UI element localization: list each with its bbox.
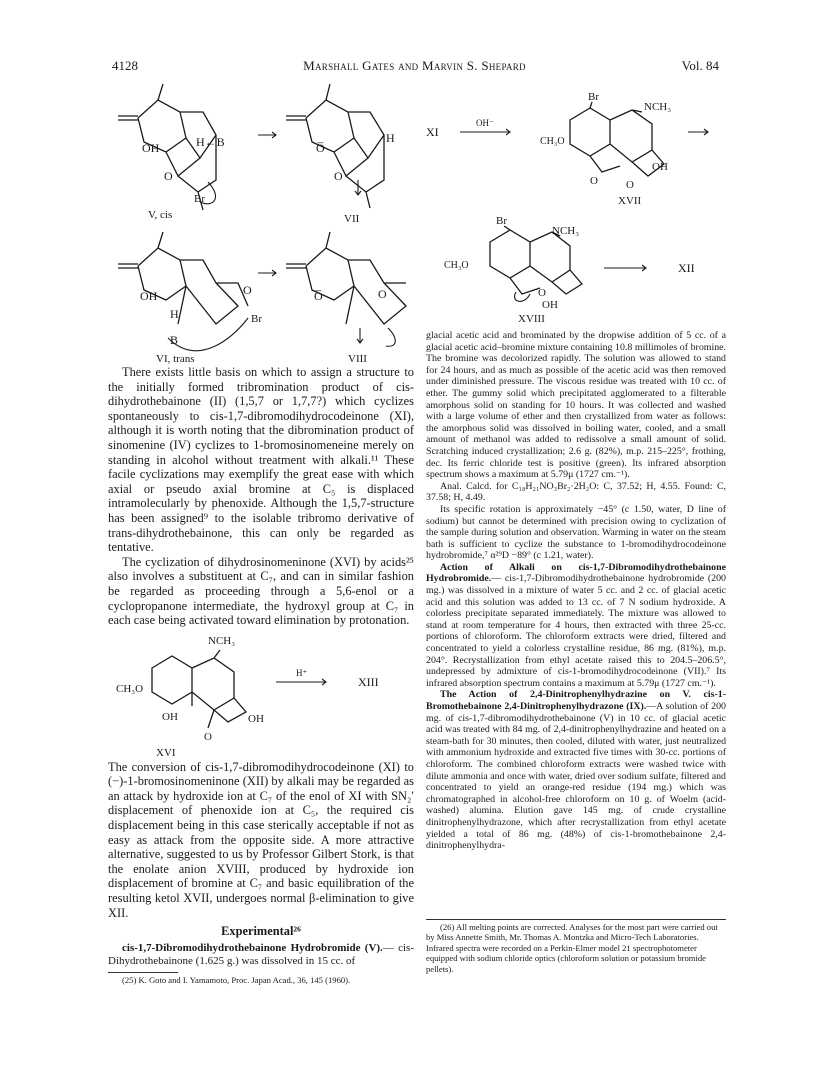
b-label: B [170, 333, 179, 347]
nch3-label: NCH₃ [208, 634, 236, 647]
down-arrow [357, 328, 363, 343]
ch3o-label: CH₃O [540, 136, 565, 147]
reaction-arrow [276, 679, 326, 685]
section-text: — cis-1,7-Dibromodihydrothebainone hydrobromide (200 mg.) was dissolved in a mixture of water 5 cc. and 2 cc. of glacial acetic acid and this solution was added to 13 cc. of 7 N sodium hydroxide. A colorless precipitate separated immediately. The mixture was allowed to stand at room temperature for 4 hours, then extracted with three 25-cc. portions of chloroform. The chloroform extracts were dried, filtered and concentrated to yield a colorless crystalline residue, 86 mg. (81%), m.p. 204°. Recrystallization from ethyl acetate raised this to 204.5–206.5°, undepressed by admixture of cis-1-bromodihydrocodeinone (VII).⁷ Its infrared absorption spectrum contains a maximum at 5.79μ (1727 cm.⁻¹). [426, 573, 726, 689]
structure-vi [118, 232, 262, 365]
oh-label: OH [140, 289, 158, 303]
ch3o-label: CH₃O [444, 260, 469, 271]
br-label: Br [251, 313, 262, 325]
paragraph [426, 689, 726, 851]
label-xii: XII [678, 261, 695, 275]
label-xvii: XVII [618, 195, 642, 207]
paragraph: There exists little basis on which to assign a structure to the initially formed tribromination product of cis-dihydrothebainone (II) (1,5,7 or 1,7,7?) which cyclizes spontaneously to cis-1,7-dibromodihydrocodeinone (XI), although it is worth noting that the dibromination product of sinomenine (IV) cyclizes to 1-bromosinomeneine merely on standing in alcohol without treatment with alkali.¹¹ These facile cyclizations may exemplify the great ease with which axial or pseudo axial bromine at C₅ is displaced intramolecularly by phenoxide. Although the 1,5,7-structure has been assigned⁹ to the isolable tribromo derivative of trans-dihydrothebainone, this can only be regarded as tentative. [108, 365, 414, 555]
analysis: Anal. Calcd. for C₁₈H₂₁NO₃Br₂·2H₂O: C, 37.52; H, 4.55. Found: C, 37.58; H, 4.49. [426, 480, 726, 504]
page-number: 4128 [112, 58, 138, 73]
footnote-26: (26) All melting points are corrected. Analyses for the most part were carried out by Miss Annette Smith, Mr. Thomas A. Montzka and Micro-Tech Laboratories. Infrared spectra were recorded on a Perkin-Elmer model 21 spectrophotometer equipped with sodium chloride optics (chloroform solution or potassium bromide pellets). [426, 922, 718, 974]
footnote-25: (25) K. Goto and I. Yamamoto, Proc. Japan Acad., 36, 145 (1960). [122, 974, 351, 985]
br-label: Br [194, 193, 205, 205]
h-label: H [386, 131, 395, 145]
label-xvi: XVI [156, 746, 176, 759]
label-vii: VII [344, 213, 360, 225]
paragraph [108, 942, 414, 968]
right-column [426, 330, 726, 852]
label-xiii: XIII [358, 674, 379, 689]
label-xi: XI [426, 125, 439, 139]
reaction-arrow [460, 129, 510, 135]
scheme-vi-to-viii [108, 228, 418, 368]
section-text: —A solution of 200 mg. of cis-1,7-dibromodihydrothebainone (V) in 10 cc. of glacial acetic acid was treated with 84 mg. of 2,4-dinitrophenylhydrazine and heated on a steam-bath for 30 minutes, then cooled, diluted with water, just neutralized with ammonium hydroxide and extracted five times with 30-cc. portions of chloroform. The combined chloroform extracts were washed twice with dilute ammonia and once with water, dried over sodium sulfate, filtered and concentrated to yield an orange-red residue (194 mg.) which was chromatographed in alcohol-free chloroform on 10 g. of Woelm (acid-washed) alumina. Elution gave 145 mg. of crude crystalline dinitrophenylhydrazone, which after recrystallization from ethyl acetate yielded a total of 86 mg. (48%) of cis-1-bromothebainone 2,4-dinitrophenylhydra- [426, 701, 726, 852]
reaction-arrow [604, 265, 646, 271]
oh-label: OH [542, 299, 558, 311]
oh-label: OH [248, 712, 264, 725]
br-label: Br [588, 91, 599, 103]
volume-number: Vol. 84 [681, 58, 719, 73]
running-title: Marshall Gates and Marvin S. Shepard [303, 58, 526, 73]
paragraph: Its specific rotation is approximately −45° (c 1.50, water, D line of sodium) but cannot be determined with precision owing to cyclization of the sample during solution and observation. Warming in water on the steam bath is sufficient to cyclize the substance to 1-bromodihydrocodeinone hydrobromide,⁷ α²⁹D −89° (c 1.21, water). [426, 503, 726, 562]
label-xviii: XVIII [518, 313, 545, 325]
section-title: cis-1,7-Dibromodihydrothebainone Hydrobromide (V). [122, 941, 383, 954]
oh-label: OH [652, 161, 668, 173]
label-v: V, cis [148, 209, 173, 221]
nch3-label: NCH₃ [552, 225, 580, 237]
o-label: O [378, 287, 387, 301]
o-label: O [590, 175, 598, 187]
section-text: — cis-Dihydrothebainone (1.625 g.) was dissolved in 15 cc. of [108, 941, 414, 967]
reaction-arrow [258, 132, 276, 138]
oh-label: OH [162, 710, 178, 723]
structure-xviii [444, 215, 582, 325]
paragraph: glacial acetic acid and brominated by the dropwise addition of 5 cc. of a glacial acetic acid–bromine mixture containing 10.8 millimoles of bromine. The bromine was decolorized rapidly. The solution was allowed to stand for 24 hours, and as much as possible of the acetic acid was then removed under diminished pressure. The viscous residue was treated with 10 cc. of ether. The gummy solid which precipitated agglomerated to a filterable amorphous solid on standing for 10 hours. It was collected and washed with a large volume of ether and then crystallized from water as follows: the amorphous solid was dissolved in boiling water, cooled, and a small amount of methanol was added to redissolve a small amount of solid. Scratching induced crystallization; 2.6 g. (82%), m.p. 215–225°, frothing, dec. Its ferric chloride test is positive (green). Its infrared absorption spectrum shows a maximum at 5.79μ (1727 cm.⁻¹). [426, 330, 726, 481]
scheme-xi-to-xii [420, 80, 730, 325]
o-label: O [243, 283, 252, 297]
left-column [108, 365, 414, 985]
h-label: H [170, 307, 179, 321]
nch3-label: NCH₃ [644, 101, 672, 113]
o-minus-label: O̅ [316, 141, 325, 155]
paragraph: The conversion of cis-1,7-dibromodihydrocodeinone (XI) to (−)-1-bromosinomeninone (XII) by alkali may be regarded as an attack by hydroxide ion at C₇ of the enol of XI with SN₂′ displacement of phenoxide ion at C₅, the required cis displacement being in this case sterically acceptable if not as easy as attack from the opposite side. A more attractive alternative, suggested to us by Professor Gilbert Stork, is that the enolate anion XVIII, produced by hydroxide ion displacement of bromine at C₇ and basic equilibration of the resulting ketol XVII, undergoes normal β-elimination to give XII. [108, 759, 414, 920]
scheme-v-to-vii [108, 80, 418, 230]
o-label: O [334, 169, 343, 183]
structure-xvi [116, 635, 264, 759]
right-footnotes [426, 915, 726, 974]
reaction-arrow [688, 129, 708, 135]
o-label: O [626, 179, 634, 191]
scheme-xvi-block [108, 628, 414, 760]
o-minus-label: O̅ [314, 289, 323, 303]
experimental-heading: Experimental²⁶ [221, 924, 301, 939]
br-label: Br [496, 215, 507, 227]
h-b-label: H←B [196, 135, 225, 149]
reagent-oh-minus: OH⁻ [476, 118, 494, 128]
o-label: O [204, 730, 212, 743]
reaction-arrow [258, 270, 276, 276]
label-vi: VI, trans [156, 353, 195, 365]
paragraph [426, 562, 726, 690]
footnote-rule [108, 972, 178, 973]
section-title: The Action of 2,4-Dinitrophenylhydrazine on V. cis-1-Bromothebainone 2,4-Dinitrophenylhydrazone (IX). [426, 689, 726, 712]
o-label: O [538, 287, 546, 299]
reagent-h-plus: H⁺ [296, 667, 308, 678]
footnote-rule [426, 919, 726, 920]
ch3o-label: CH₃O [116, 682, 144, 695]
section-title: Action of Alkali on cis-1,7-Dibromodihydrothebainone Hydrobromide. [426, 561, 726, 585]
o-label: O [164, 169, 173, 183]
oh-label: OH [142, 141, 160, 155]
structure-vii [286, 84, 395, 225]
paragraph: The cyclization of dihydrosinomeninone (XVI) by acids²⁵ also involves a substituent at C₇, and can in similar fashion be regarded as proceeding through a 5,6-enol or a cyclopropanone intermediate, the hydroxyl group at C₇ in each case being activated toward elimination by protonation. [108, 554, 414, 628]
label-viii: VIII [348, 353, 367, 365]
structure-xvii [540, 91, 671, 207]
structure-viii [286, 232, 406, 365]
scheme-xvi-to-xiii [108, 628, 414, 760]
structure-v [118, 84, 225, 221]
